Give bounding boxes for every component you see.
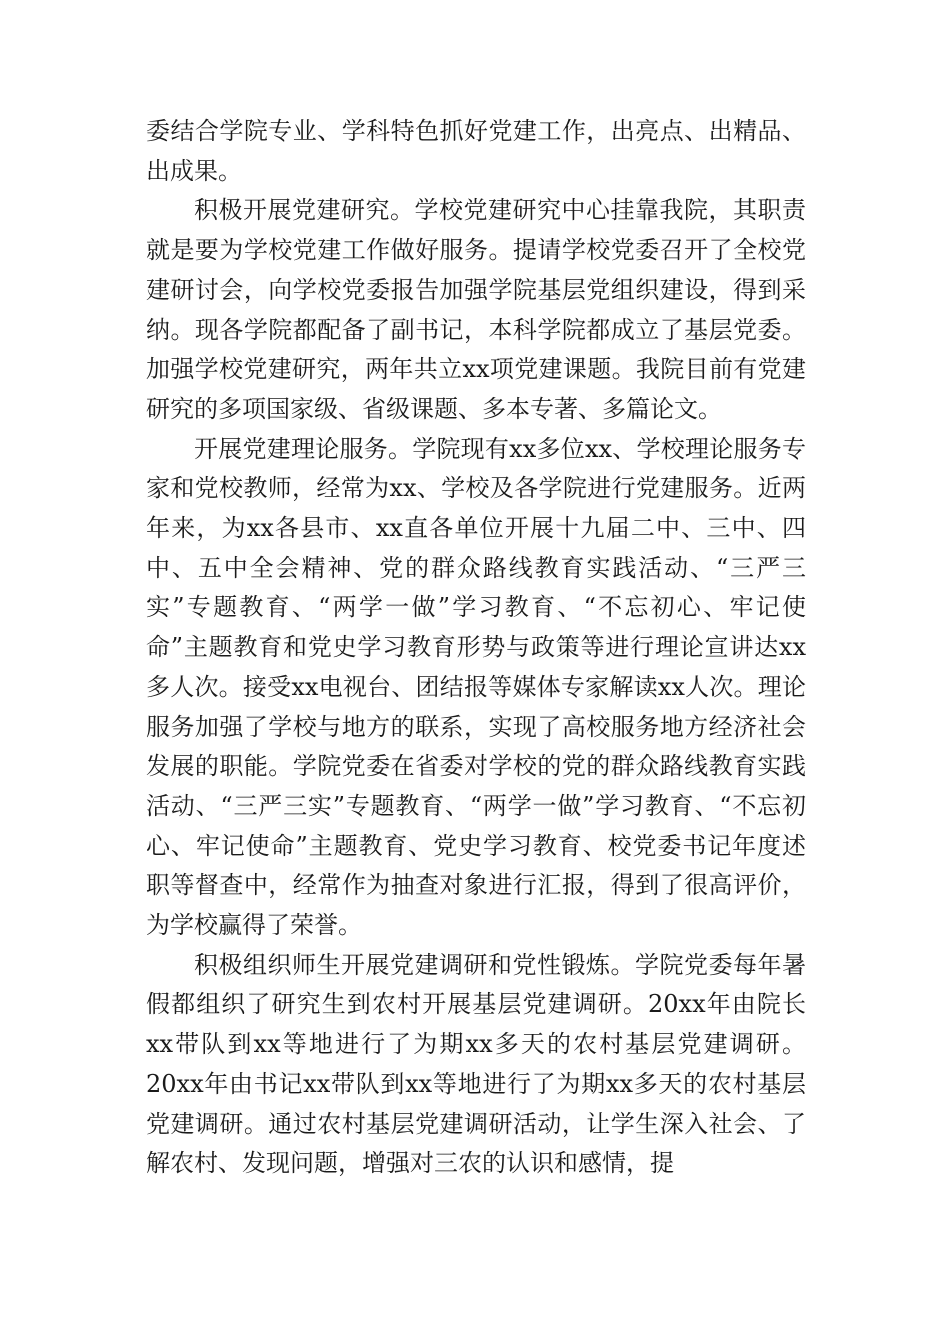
- paragraph-continuation: 委结合学院专业、学科特色抓好党建工作，出亮点、出精品、出成果。: [146, 117, 806, 185]
- document-body: [146, 112, 806, 1184]
- paragraph-field-research: 积极组织师生开展党建调研和党性锻炼。学院党委每年暑假都组织了研究生到农村开展基层党建调研。20xx年由院长xx带队到xx等地进行了为期xx多天的农村基层党建调研。20xx年由书记xx带队到xx等地进行了为期xx多天的农村基层党建调研。通过农村基层党建调研活动，让学生深入社会、了解农村、发现问题，增强对三农的认识和感情，提: [146, 950, 806, 1178]
- paragraph-party-research: 积极开展党建研究。学校党建研究中心挂靠我院，其职责就是要为学校党建工作做好服务。提请学校党委召开了全校党建研讨会，向学校党委报告加强学院基层党组织建设，得到采纳。现各学院都配备了副书记，本科学院都成立了基层党委。加强学校党建研究，两年共立xx项党建课题。我院目前有党建研究的多项国家级、省级课题、多本专著、多篇论文。: [146, 196, 806, 423]
- paragraph-theory-service: 开展党建理论服务。学院现有xx多位xx、学校理论服务专家和党校教师，经常为xx、学校及各学院进行党建服务。近两年来，为xx各县市、xx直各单位开展十九届二中、三中、四中、五中全会精神、党的群众路线教育实践活动、“三严三实”专题教育、“两学一做”学习教育、“不忘初心、牢记使命”主题教育和党史学习教育形势与政策等进行理论宣讲达xx多人次。接受xx电视台、团结报等媒体专家解读xx人次。理论服务加强了学校与地方的联系，实现了高校服务地方经济社会发展的职能。学院党委在省委对学校的党的群众路线教育实践活动、“三严三实”专题教育、“两学一做”学习教育、“不忘初心、牢记使命”主题教育、党史学习教育、校党委书记年度述职等督查中，经常作为抽查对象进行汇报，得到了很高评价，为学校赢得了荣誉。: [146, 434, 806, 940]
